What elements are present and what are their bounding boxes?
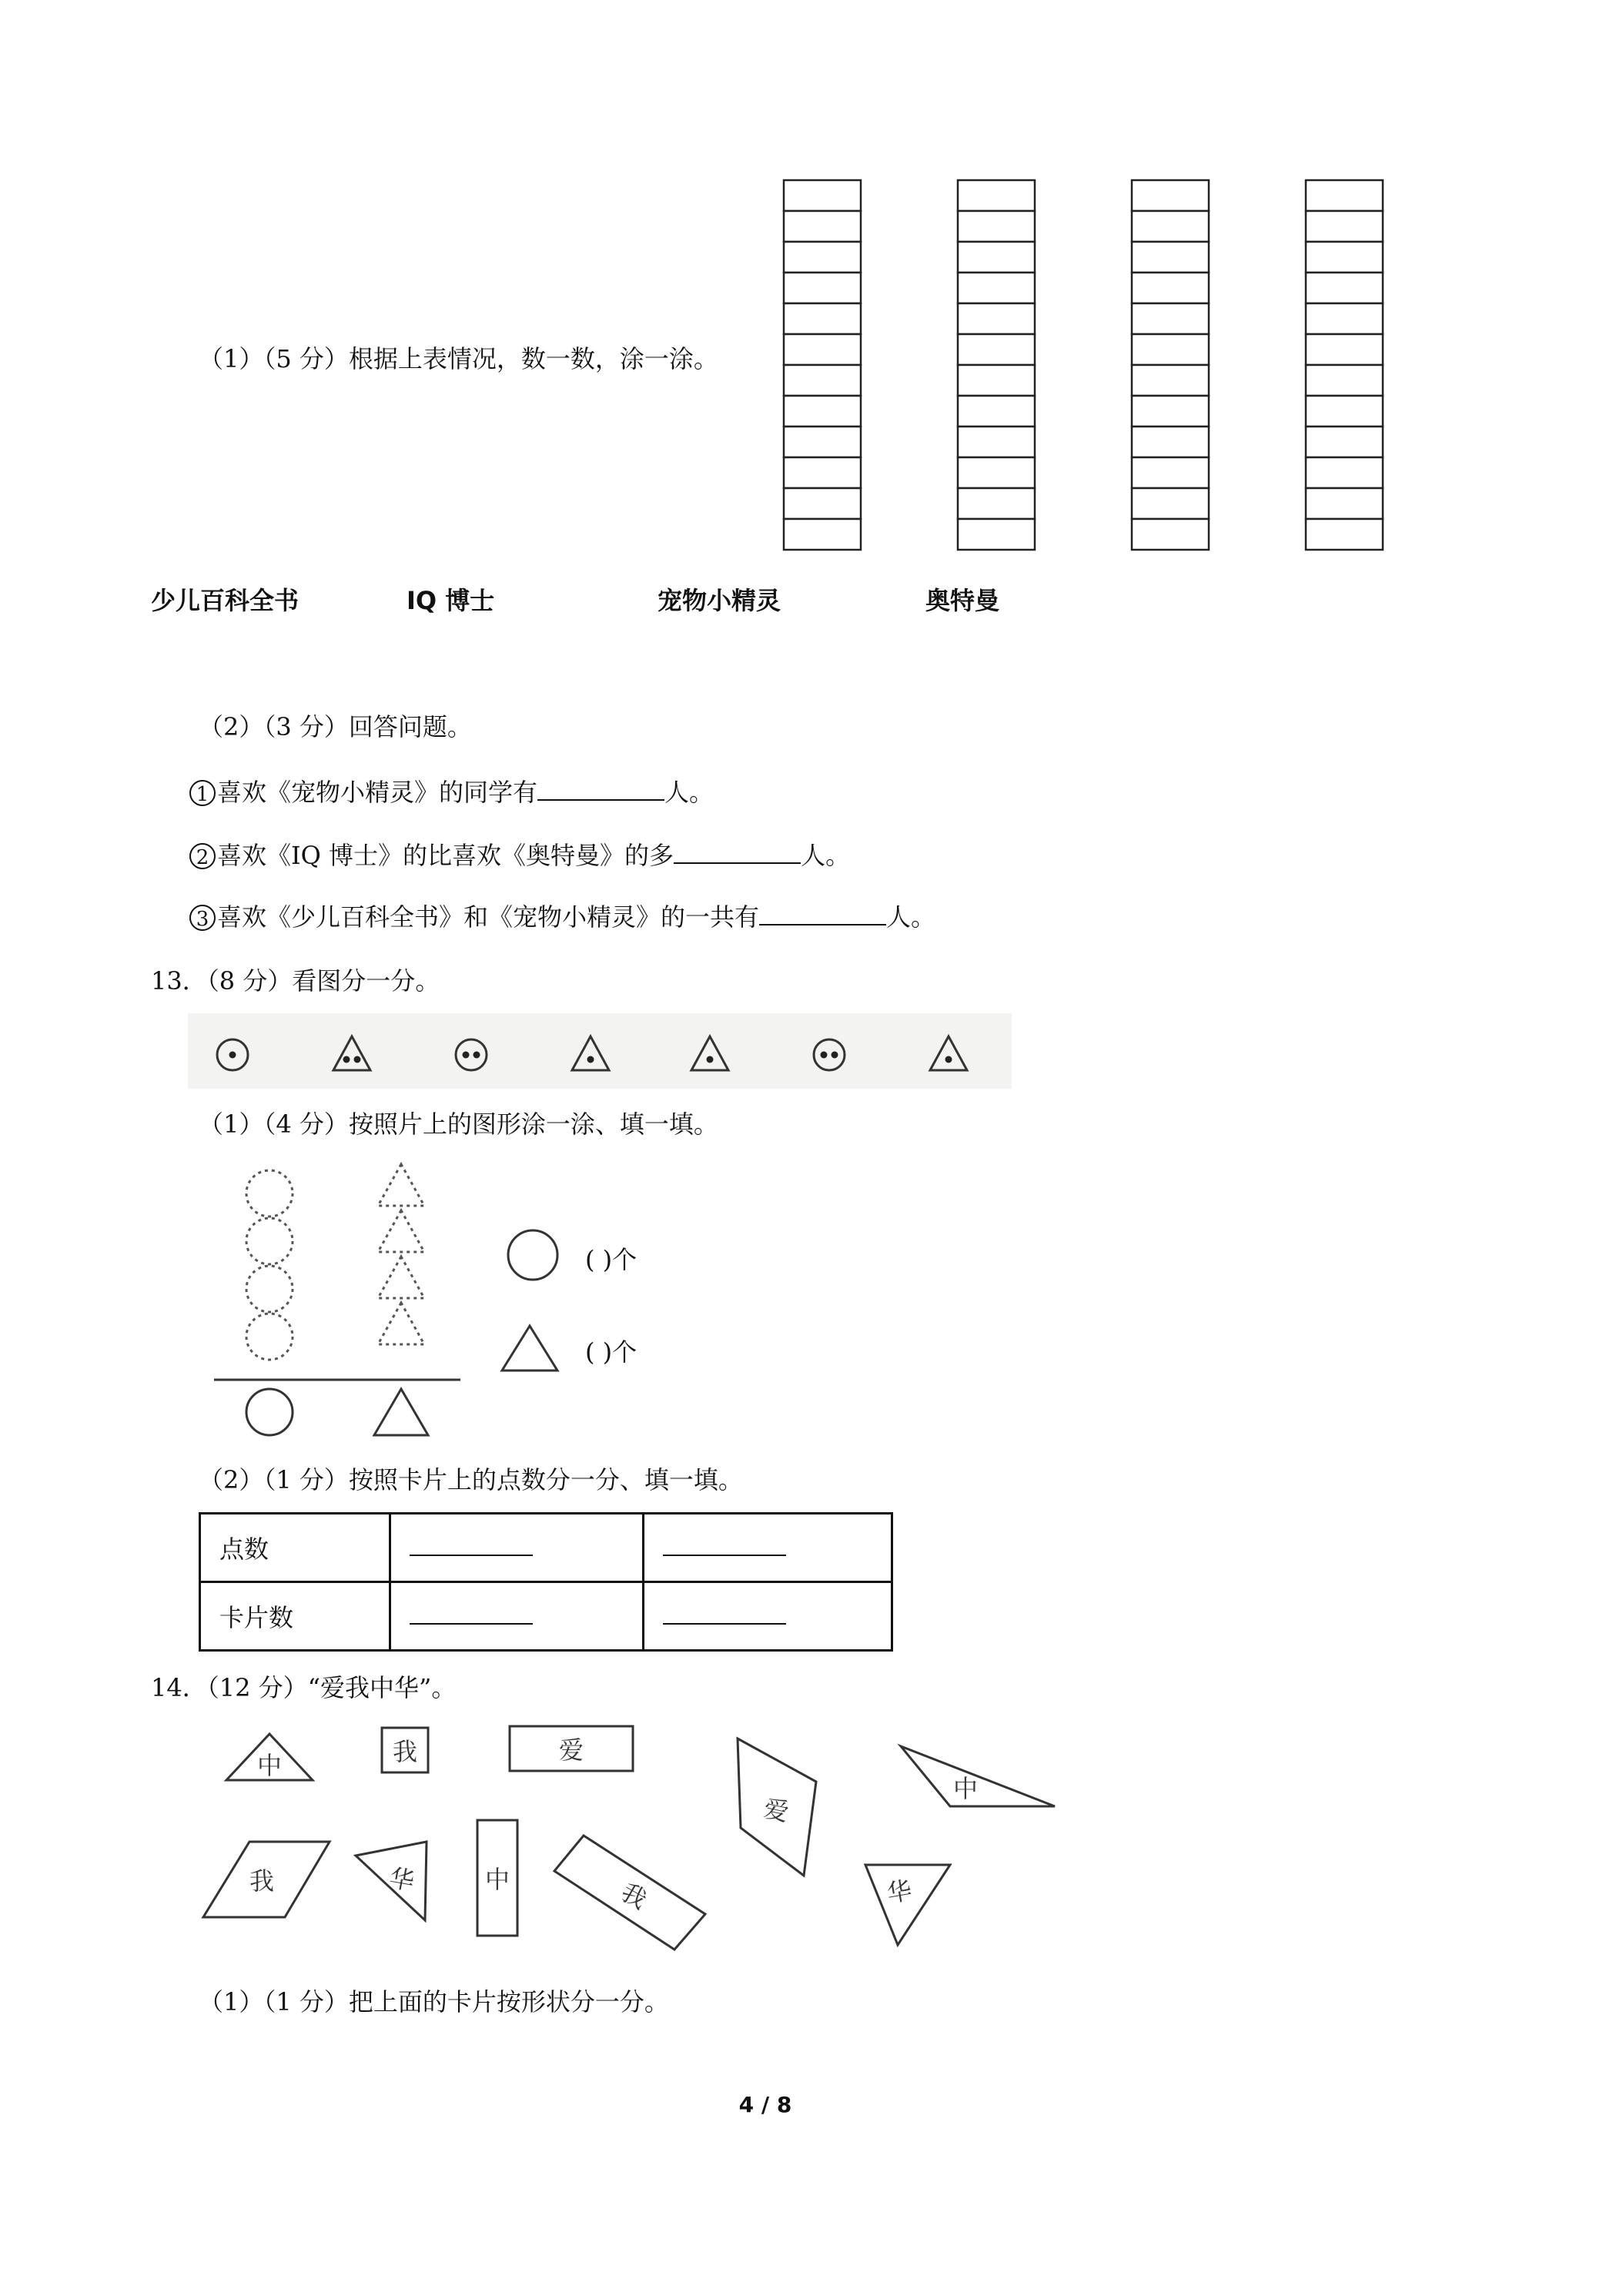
grid-cell[interactable]: [1132, 242, 1209, 273]
dotted-triangle-4: [378, 1303, 424, 1344]
table-label-dots: 点数: [200, 1514, 390, 1582]
card-char-5: 中: [952, 1774, 979, 1803]
grid-cell[interactable]: [958, 242, 1035, 273]
grid-cell[interactable]: [1306, 303, 1383, 334]
triangle-count: ( )个: [585, 1337, 637, 1367]
card-char-3: 爱: [558, 1735, 584, 1765]
q13-part1-text: （1）（4 分）按照片上的图形涂一涂、填一填。: [199, 1110, 718, 1139]
table-label-cards: 卡片数: [200, 1582, 390, 1651]
dotted-circle-3: [246, 1266, 293, 1312]
grid-cell[interactable]: [1132, 303, 1209, 334]
dotted-circle-2: [246, 1218, 293, 1264]
book-label-1: 少儿百科全书: [151, 586, 300, 615]
dotted-triangle-1: [378, 1164, 424, 1206]
table-cell-cards-1[interactable]: [390, 1582, 644, 1651]
grid-cell[interactable]: [958, 396, 1035, 427]
circle-number-3: 3: [189, 905, 216, 931]
shape-card-circle-6: [814, 1039, 845, 1070]
dotted-circle-1: [246, 1170, 293, 1217]
dots-table: [199, 1512, 893, 1652]
grid-cell[interactable]: [1132, 334, 1209, 365]
book-label-2: IQ 博士: [407, 586, 495, 615]
grid-column-1[interactable]: [784, 180, 861, 550]
grid-cell[interactable]: [1306, 211, 1383, 242]
q12-part1-text: （1）（5 分）根据上表情况，数一数，涂一涂。: [199, 344, 718, 373]
grid-cell[interactable]: [1306, 334, 1383, 365]
q12-sub1: 1 喜欢《宠物小精灵》的同学有 人。: [189, 776, 714, 808]
page-number: 4 / 8: [738, 2092, 792, 2117]
character-cards-figure: [188, 1711, 1081, 1965]
grid-cell[interactable]: [1306, 427, 1383, 457]
grid-cell[interactable]: [784, 396, 861, 427]
grid-cell[interactable]: [958, 211, 1035, 242]
legend-triangle: [502, 1326, 557, 1371]
grid-cell[interactable]: [784, 519, 861, 550]
dot: [463, 1052, 470, 1059]
answer-blank-3[interactable]: [759, 901, 886, 925]
base-circle: [246, 1389, 293, 1435]
grid-cell[interactable]: [784, 180, 861, 211]
shape-card-circle-1: [217, 1039, 248, 1070]
dot: [707, 1056, 714, 1063]
q13-part2-text: （2）（1 分）按照卡片上的点数分一分、填一填。: [199, 1465, 743, 1494]
grid-cell[interactable]: [958, 427, 1035, 457]
grid-column-2[interactable]: [958, 180, 1035, 550]
dotted-triangle-3: [378, 1257, 424, 1298]
card-char-1: 中: [256, 1751, 283, 1780]
grid-cell[interactable]: [958, 180, 1035, 211]
answer-blank-2[interactable]: [674, 839, 801, 864]
card-char-2: 我: [392, 1737, 418, 1766]
grid-cell[interactable]: [958, 488, 1035, 519]
q12-part2-text: （2）（3 分）回答问题。: [199, 712, 472, 741]
q14-part1-text: （1）（1 分）把上面的卡片按形状分一分。: [199, 1987, 669, 2017]
grid-cell[interactable]: [1306, 488, 1383, 519]
grid-cell[interactable]: [1132, 396, 1209, 427]
grid-cell[interactable]: [1132, 427, 1209, 457]
dot: [354, 1056, 361, 1063]
grid-cell[interactable]: [1306, 273, 1383, 303]
grid-cell[interactable]: [784, 303, 861, 334]
table-cell-dots-1[interactable]: [390, 1514, 644, 1582]
book-label-4: 奥特曼: [925, 586, 1000, 615]
grid-cell[interactable]: [1306, 242, 1383, 273]
shape-card-triangle-7: [930, 1036, 967, 1070]
grid-cell[interactable]: [784, 457, 861, 488]
grid-cell[interactable]: [1306, 180, 1383, 211]
shape-card-triangle-4: [572, 1036, 609, 1070]
table-cell-dots-2[interactable]: [644, 1514, 892, 1582]
legend-circle: [508, 1230, 557, 1280]
grid-cell[interactable]: [1132, 488, 1209, 519]
grid-column-3[interactable]: [1132, 180, 1209, 550]
dot: [229, 1052, 236, 1059]
dot: [945, 1056, 952, 1063]
grid-cell[interactable]: [1132, 180, 1209, 211]
stacked-shapes-figure: [206, 1155, 761, 1448]
book-label-3: 宠物小精灵: [658, 586, 781, 615]
circle-count: ( )个: [585, 1245, 637, 1274]
grid-cell[interactable]: [784, 211, 861, 242]
dot: [832, 1052, 838, 1059]
table-cell-cards-2[interactable]: [644, 1582, 892, 1651]
grid-cell[interactable]: [1132, 365, 1209, 396]
grid-cell[interactable]: [784, 242, 861, 273]
shape-cards-photo: [188, 1013, 1012, 1089]
dot: [587, 1056, 594, 1063]
shape-card-circle-3: [456, 1039, 487, 1070]
q12-sub3: 3 喜欢《少儿百科全书》和《宠物小精灵》的一共有 人。: [189, 901, 935, 932]
dot: [343, 1056, 350, 1063]
grid-cell[interactable]: [784, 273, 861, 303]
grid-cell[interactable]: [958, 273, 1035, 303]
shape-card-triangle-5: [691, 1036, 728, 1070]
grid-cell[interactable]: [784, 427, 861, 457]
circle-number-1: 1: [189, 780, 216, 806]
grid-cell[interactable]: [1306, 365, 1383, 396]
dotted-triangle-2: [378, 1210, 424, 1252]
grid-cell[interactable]: [784, 488, 861, 519]
q12-sub2: 2 喜欢《IQ 博士》的比喜欢《奥特曼》的多 人。: [189, 839, 850, 871]
grid-cell[interactable]: [1306, 457, 1383, 488]
grid-cell[interactable]: [1132, 273, 1209, 303]
circle-number-2: 2: [189, 843, 216, 869]
dot: [474, 1052, 480, 1059]
q13-title: 13．（8 分）看图分一分。: [151, 966, 440, 996]
card-char-6: 我: [249, 1866, 275, 1896]
bar-grid: [770, 176, 1401, 553]
card-char-8: 中: [484, 1865, 510, 1894]
dot: [821, 1052, 828, 1059]
grid-cell[interactable]: [1132, 457, 1209, 488]
grid-cell[interactable]: [1306, 396, 1383, 427]
grid-cell[interactable]: [958, 365, 1035, 396]
card-char-7: 华: [387, 1863, 417, 1896]
q14-title: 14．（12 分）“爱我中华”。: [151, 1673, 457, 1702]
grid-cell[interactable]: [1132, 211, 1209, 242]
grid-column-4[interactable]: [1306, 180, 1383, 550]
card-char-10: 华: [885, 1875, 915, 1909]
grid-cell[interactable]: [784, 334, 861, 365]
answer-blank-1[interactable]: [537, 776, 664, 801]
base-triangle: [374, 1389, 428, 1435]
grid-cell[interactable]: [1306, 519, 1383, 550]
grid-cell[interactable]: [958, 303, 1035, 334]
grid-cell[interactable]: [1132, 519, 1209, 550]
grid-cell[interactable]: [958, 334, 1035, 365]
grid-cell[interactable]: [958, 519, 1035, 550]
card-char-4: 爱: [761, 1793, 791, 1828]
grid-cell[interactable]: [784, 365, 861, 396]
shape-card-triangle-2: [333, 1036, 370, 1070]
card-char-9: 我: [616, 1877, 652, 1915]
dotted-circle-4: [246, 1314, 293, 1360]
grid-cell[interactable]: [958, 457, 1035, 488]
